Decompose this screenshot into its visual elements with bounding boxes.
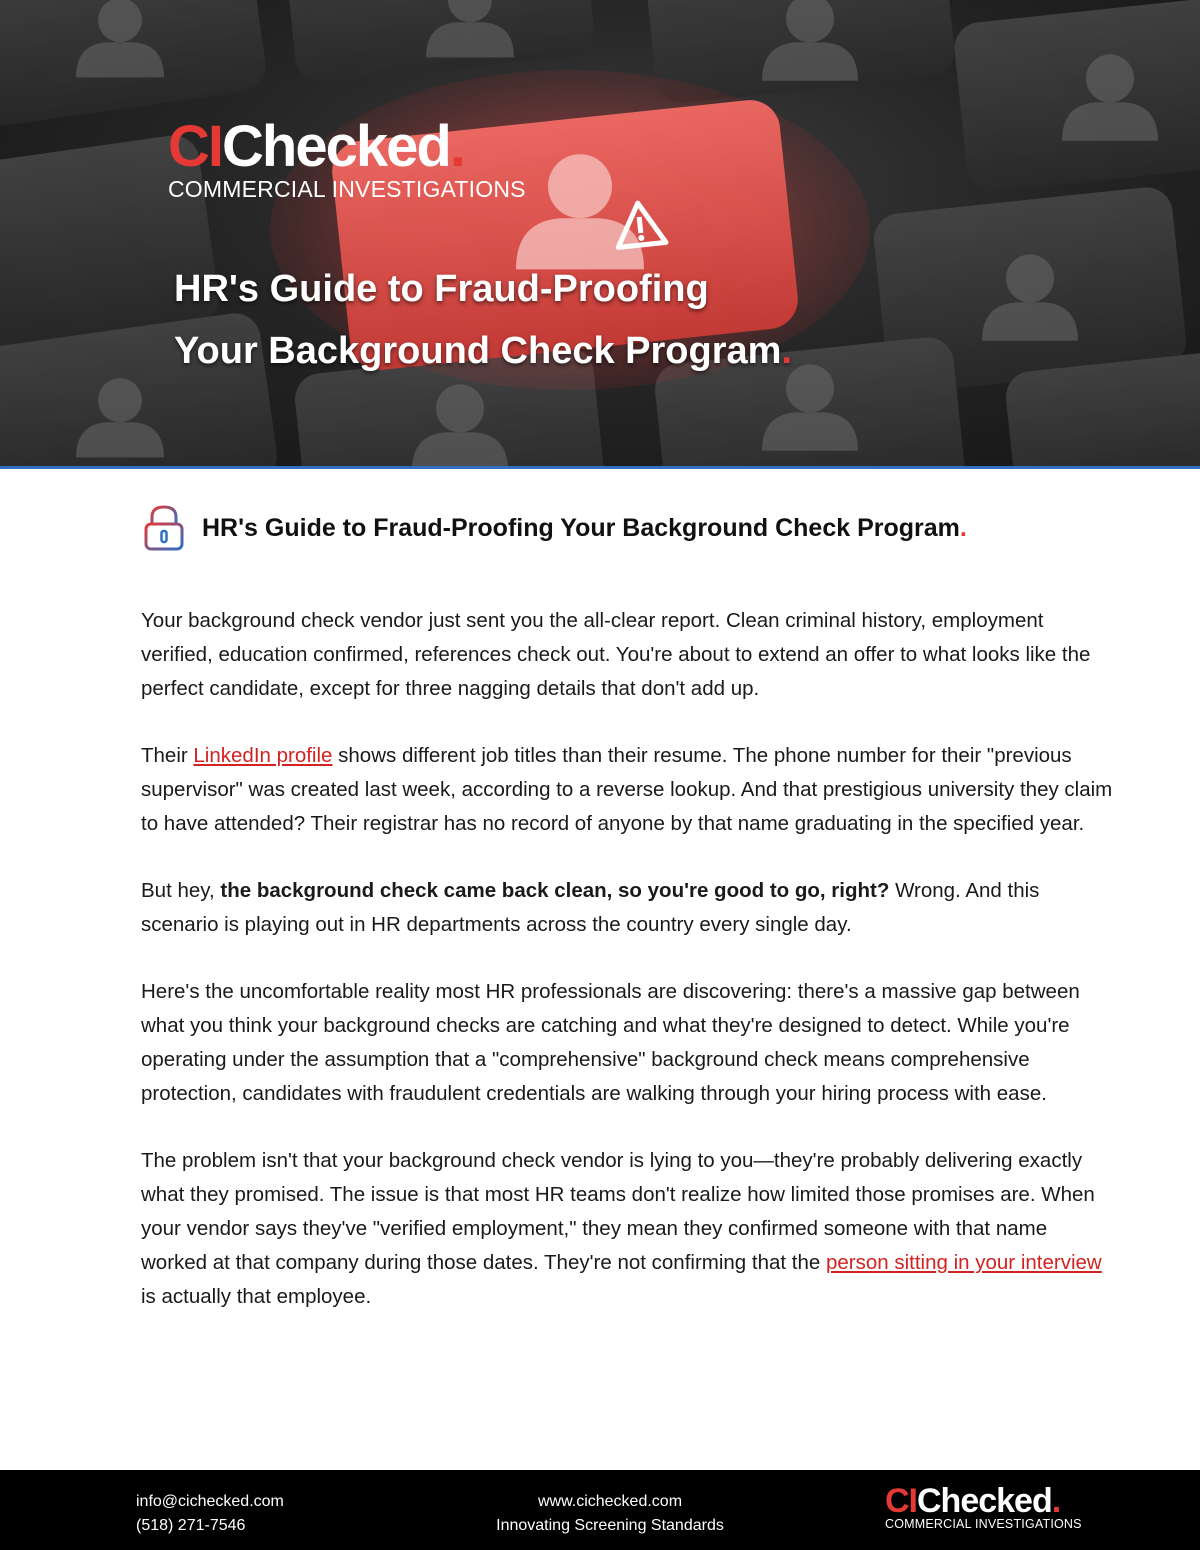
footer-tagline: Innovating Screening Standards: [496, 1517, 724, 1534]
brand-name: [168, 114, 526, 179]
footer-phone[interactable]: (518) 271-7546: [136, 1517, 246, 1534]
hero-title-dot: .: [781, 330, 792, 372]
paragraph-3-before: But hey,: [141, 879, 221, 902]
paragraph-3: [141, 874, 1116, 942]
paragraph-3-bold: the background check came back clean, so you're good to go, right?: [220, 879, 890, 902]
paragraph-4: Here's the uncomfortable reality most HR professionals are discovering: there's a massive gap between what you think your background checks are catching and what they're designed to detect. While you're operating under the assumption that a "comprehensive" background check means comprehensive protection, candidates with fraudulent credentials are walking through your hiring process with ease.: [141, 980, 1080, 1105]
brand-dot: .: [449, 114, 464, 179]
paragraph-5: [141, 1144, 1116, 1314]
footer-brand-ci: CI: [885, 1482, 917, 1520]
brand-subtitle: COMMERCIAL INVESTIGATIONS: [168, 176, 526, 202]
section-title: [202, 514, 967, 543]
brand-checked: Checked: [222, 114, 450, 179]
keyboard-keys-background: [0, 0, 1200, 466]
article-body: [141, 604, 1116, 1347]
hero-banner: [0, 0, 1200, 466]
section-title-dot: .: [959, 513, 967, 542]
section-heading: [142, 504, 967, 552]
paragraph-3-after: Wrong. And this scenario is playing out in HR departments across the country every single day.: [141, 879, 1040, 936]
hero-title-line-2: [174, 320, 792, 382]
person-interview-link[interactable]: person sitting in your interview: [825, 1251, 1102, 1274]
footer-website[interactable]: www.cichecked.com: [537, 1493, 683, 1510]
hero-brand-logo: [168, 114, 526, 203]
paragraph-5-before: The problem isn't that your background check vendor is lying to you—they're probably delivering exactly what they promised. The issue is that most HR teams don't realize how limited those promises are. When your vendor says they've "verified employment," they mean they confirmed someone with that name worked at that company during those dates. They're not confirming that the: [141, 1149, 1095, 1274]
footer-brand-name: [885, 1484, 1082, 1518]
paragraph-2-before: Their: [141, 744, 194, 767]
footer-brand-subtitle: COMMERCIAL INVESTIGATIONS: [885, 1517, 1082, 1531]
hero-divider: [0, 466, 1200, 469]
paragraph-2: [141, 739, 1116, 841]
lock-icon: [142, 504, 186, 552]
paragraph-5-after: is actually that employee.: [141, 1285, 372, 1308]
footer: [0, 1470, 1200, 1550]
paragraph-2-after: shows different job titles than their resume. The phone number for their "previous supervisor" was created last week, according to a reverse lookup. And that prestigious university they claim to have attended? Their registrar has no record of anyone by that name graduating in the specified year.: [141, 744, 1113, 835]
footer-brand-logo: [885, 1484, 1082, 1531]
section-title-text: HR's Guide to Fraud-Proofing Your Background Check Program: [202, 513, 960, 542]
hero-title: [174, 258, 792, 382]
linkedin-profile-link[interactable]: LinkedIn profile: [193, 744, 333, 767]
paragraph-1: Your background check vendor just sent you the all-clear report. Clean criminal history, employment verified, education confirmed, references check out. You're about to extend an offer to what looks like the perfect candidate, except for three nagging details that don't add up.: [141, 609, 1091, 700]
footer-brand-dot: .: [1051, 1482, 1061, 1520]
hero-title-line-1: HR's Guide to Fraud-Proofing: [174, 268, 709, 310]
hero-title-line-2-text: Your Background Check Program: [174, 330, 782, 372]
footer-brand-checked: Checked: [917, 1482, 1052, 1520]
footer-email[interactable]: info@cichecked.com: [136, 1493, 284, 1510]
brand-ci: CI: [168, 114, 222, 179]
